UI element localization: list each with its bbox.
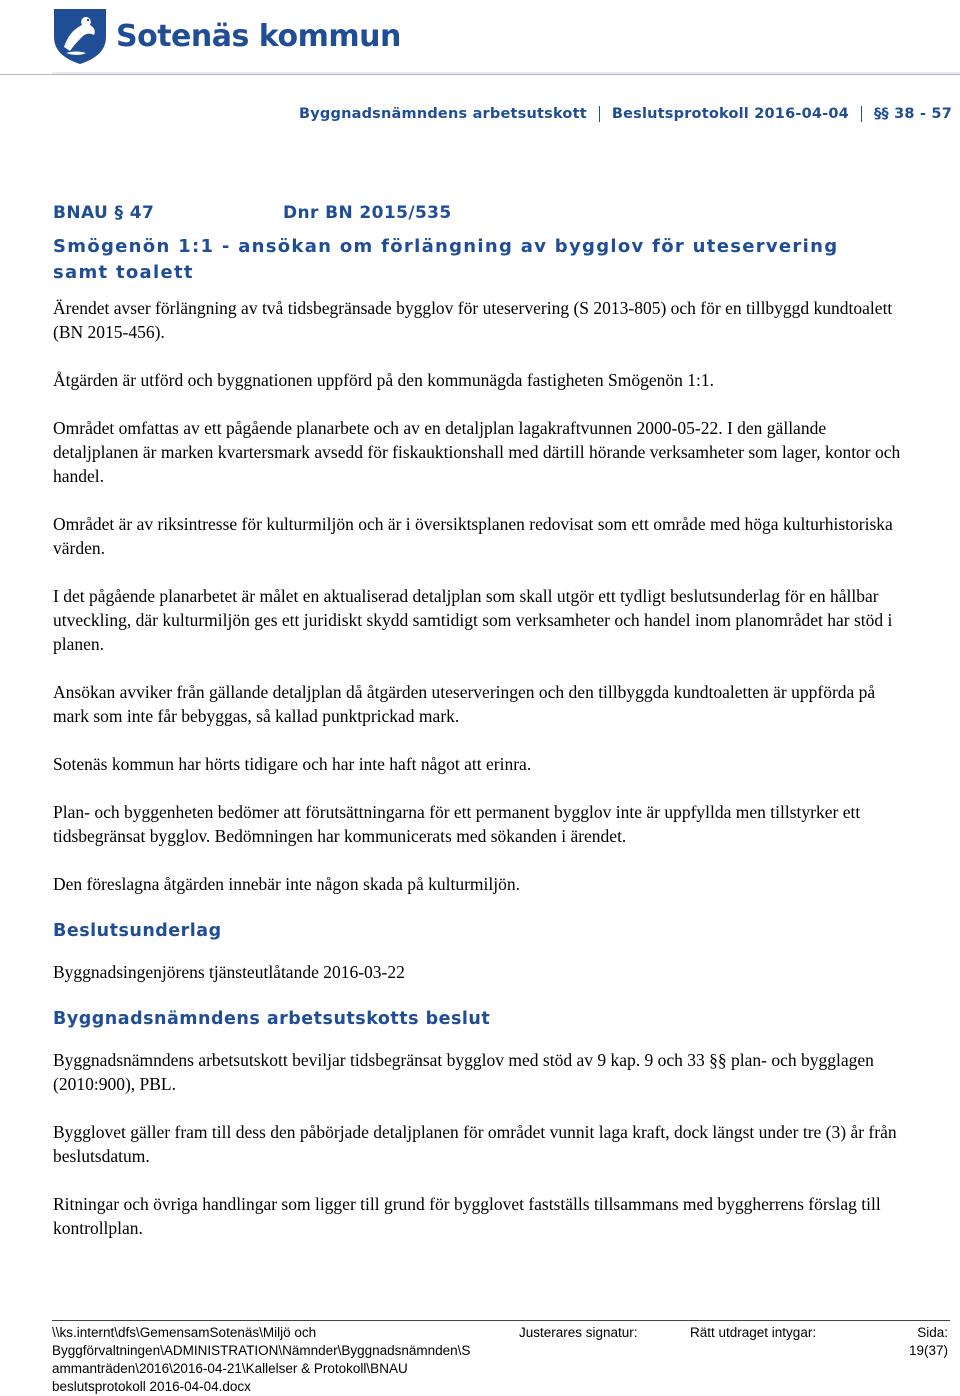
- case-identifier: [53, 198, 905, 228]
- footer-ratt-utdraget-label: Rätt utdraget intygar:: [690, 1325, 817, 1340]
- footer-page: [909, 1324, 948, 1360]
- paragraph: I det pågående planarbetet är målet en aktualiserad detaljplan som skall utgör ett tydligt beslutsunderlag för en hållbar utveckling, där kulturmiljön ges ett juridiskt skydd samtidigt som verksamheter och handel inom planområdet har stöd i planen.: [53, 586, 893, 654]
- paragraph: Den föreslagna åtgärden innebär inte någon skada på kulturmiljön.: [53, 874, 520, 894]
- protocol-body: [53, 198, 905, 1240]
- protocol-header: [0, 106, 952, 122]
- paragraph: Ansökan avviker från gällande detaljplan då åtgärden uteserveringen och den tillbyggda kundtoaletten är uppförda på mark som inte får bebyggas, så kallad punktprickad mark.: [53, 682, 876, 726]
- logo-text: Sotenäs kommun: [116, 18, 401, 54]
- footer-justerares-label: Justerares signatur:: [519, 1325, 638, 1340]
- coat-of-arms-icon: [52, 7, 108, 65]
- paragraph: Plan- och byggenheten bedömer att förutsättningarna för ett permanent bygglov inte är uppfyllda men tillstyrker ett tidsbegränsat bygglov. Bedömningen har kommunicerats med sökanden i ärendet.: [53, 802, 861, 846]
- header-separator: [599, 106, 600, 122]
- header-sections: §§ 38 - 57: [873, 106, 952, 122]
- paragraph: Byggnadsingenjörens tjänsteutlåtande 2016-03-22: [53, 962, 405, 982]
- paragraph: Området är av riksintresse för kulturmiljön och är i översiktsplanen redovisat som ett område med höga kulturhistoriska värden.: [53, 514, 893, 558]
- paragraph: Sotenäs kommun har hörts tidigare och har inte haft något att erinra.: [53, 754, 532, 774]
- decision-paragraph: Ritningar och övriga handlingar som ligger till grund för bygglovet fastställs tillsammans med byggherrens förslag till kontrollplan.: [53, 1194, 881, 1238]
- header-date: 2016-04-04: [754, 106, 849, 122]
- footer-page-number: 19(37): [908, 1343, 948, 1358]
- footer-path-line: \\ks.internt\dfs\GemensamSotenäs\Miljö och: [52, 1325, 317, 1340]
- paragraph: Ärendet avser förlängning av två tidsbegränsade bygglov för uteservering (S 2013-805) och för en tillbyggd kundtoalett (BN 2015-456).: [53, 298, 893, 342]
- header-doc-type: Beslutsprotokoll: [611, 106, 749, 122]
- footer-path-line: Byggförvaltningen\ADMINISTRATION\Nämnder\Byggnadsnämnden\S: [52, 1343, 471, 1358]
- case-number: BNAU § 47: [53, 203, 155, 223]
- section-heading-beslutsunderlag: Beslutsunderlag: [53, 921, 222, 941]
- paragraph: Området omfattas av ett pågående planarbete och av en detaljplan lagakraftvunnen 2000-05-22. I den gällande detaljplanen är marken kvartersmark avsedd för fiskauktionshall med därtill hörande verksamheter som lager, kontor och handel.: [53, 418, 901, 486]
- paragraph: Åtgärden är utförd och byggnationen uppförd på den kommunägda fastigheten Smögenön 1:1.: [53, 370, 714, 390]
- decision-paragraph: Bygglovet gäller fram till dess den påbörjade detaljplanen för området vunnit laga kraft, dock längst under tre (3) år från beslutsdatum.: [53, 1122, 897, 1166]
- decision-paragraph: Byggnadsnämndens arbetsutskott beviljar tidsbegränsat bygglov med stöd av 9 kap. 9 och 33 §§ plan- och bygglagen (2010:900), PBL.: [53, 1050, 874, 1094]
- footer-path-line: beslutsprotokoll 2016-04-04.docx: [52, 1379, 251, 1394]
- section-heading-beslut: Byggnadsnämndens arbetsutskotts beslut: [53, 1009, 491, 1029]
- case-title: Smögenön 1:1 - ansökan om förlängning av bygglov för uteservering samt toalett: [53, 236, 839, 283]
- footer-file-path: [52, 1324, 522, 1396]
- footer-divider: [52, 1320, 950, 1321]
- header-divider: [0, 74, 960, 75]
- case-dnr: Dnr BN 2015/535: [283, 203, 452, 223]
- header-separator: [861, 106, 862, 122]
- municipality-logo: [52, 6, 401, 66]
- footer-path-line: ammanträden\2016\2016-04-21\Kallelser & Protokoll\BNAU: [52, 1361, 408, 1376]
- header-committee: Byggnadsnämndens arbetsutskott: [299, 106, 587, 122]
- footer-page-label: Sida:: [917, 1325, 948, 1340]
